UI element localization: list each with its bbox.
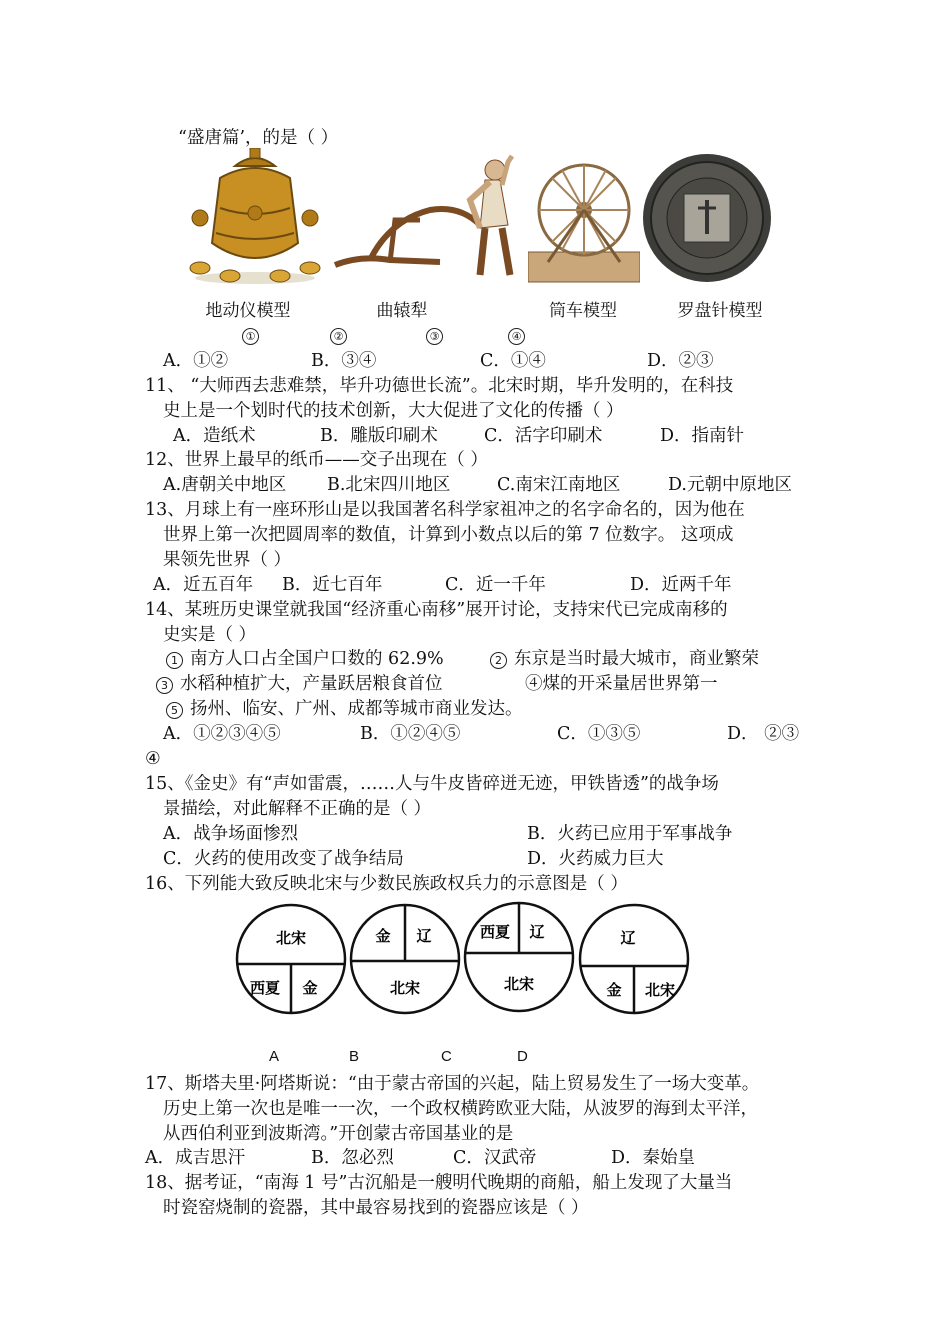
q11-option-c: C．活字印刷术 (484, 426, 603, 446)
pie-d-label-jin: 金 (606, 981, 622, 999)
q13-line1: 13、月球上有一座环形山是以我国著名科学家祖冲之的名字命名的，因为他在 (145, 500, 745, 520)
q14-item4: ④煤的开采量居世界第一 (525, 674, 718, 694)
q14-line2: 史实是（ ） (163, 625, 257, 645)
q11-option-d: D．指南针 (660, 426, 745, 446)
marker-1: ① (242, 328, 259, 345)
pie-c-label-western-xia: 西夏 (479, 923, 511, 941)
q10-stem-tail: “盛唐篇’，的是（ ） (178, 128, 339, 148)
caption-compass: 罗盘针模型 (677, 301, 763, 321)
q14-item5: 扬州、临安、广州、成都等城市商业发达。 (190, 699, 523, 719)
q12-option-b: B.北宋四川地区 (327, 475, 451, 495)
pie-a-label-northern-song: 北宋 (275, 929, 307, 947)
pie-d-label-northern-song: 北宋 (644, 981, 676, 999)
q13-option-b: B．近七百年 (282, 575, 383, 595)
q14-option-b: B．①②④⑤ (360, 724, 461, 744)
item-marker-2: 2 (490, 652, 507, 669)
pie-letter-a: A (269, 1048, 280, 1065)
water-wheel-illustration (528, 152, 640, 284)
pie-chart-b (349, 903, 461, 1015)
pie-a-label-jin: 金 (302, 979, 318, 997)
caption-plough: 曲辕犁 (376, 301, 428, 321)
q10-option-c: C．①④ (480, 351, 546, 371)
caption-seismograph: 地动仪模型 (205, 301, 291, 321)
marker-2: ② (330, 328, 347, 345)
q13-option-c: C．近一千年 (445, 575, 546, 595)
q18-line2: 时瓷窑烧制的瓷器，其中最容易找到的瓷器应该是（ ） (163, 1198, 589, 1218)
q17-line1: 17、斯塔夫里·阿塔斯说：“由于蒙古帝国的兴起，陆上贸易发生了一场大变革。 (145, 1074, 760, 1094)
q17-line3: 从西伯利亚到波斯湾。”开创蒙古帝国基业的是 (163, 1124, 514, 1144)
q15-line1: 15、《金史》有“声如雷震，……人与牛皮皆碎迸无迹，甲铁皆透”的战争场 (145, 774, 719, 794)
pie-c-label-liao: 辽 (529, 923, 545, 941)
q17-option-c: C．汉武帝 (453, 1148, 537, 1168)
q14-item1: 南方人口占全国户口数的 62.9% (190, 649, 444, 669)
q14-option-c: C．①③⑤ (557, 724, 641, 744)
q14-item3: 水稻种植扩大，产量跃居粮食首位 (180, 674, 443, 694)
pie-chart-c (463, 901, 575, 1013)
q13-line3: 果领先世界（ ） (163, 550, 292, 570)
marker-4: ④ (508, 328, 525, 345)
q13-option-a: A．近五百年 (153, 575, 254, 595)
q10-option-b: B．③④ (311, 351, 377, 371)
pie-letter-b: B (349, 1048, 360, 1065)
q15-option-c: C．火药的使用改变了战争结局 (163, 849, 404, 869)
q14-line1: 14、某班历史课堂就我国“经济重心南移”展开讨论，支持宋代已完成南移的 (145, 600, 728, 620)
q18-line1: 18、据考证，“南海 1 号”古沉船是一艘明代晚期的商船，船上发现了大量当 (145, 1173, 733, 1193)
q14-option-d-wrap: ④ (145, 749, 161, 769)
q17-option-a: A．成吉思汗 (145, 1148, 246, 1168)
q12-option-d: D.元朝中原地区 (668, 475, 792, 495)
q10-option-a: A．①② (163, 351, 229, 371)
pie-letter-d: D (517, 1048, 528, 1065)
pie-b-label-jin: 金 (375, 927, 391, 945)
pie-b-label-liao: 辽 (416, 927, 432, 945)
q15-option-d: D．火药威力巨大 (527, 849, 664, 869)
q11-line1: 11、 “大师西去悲难禁，毕升功德世长流”。北宋时期，毕升发明的，在科技 (145, 376, 734, 396)
q12-option-a: A.唐朝关中地区 (163, 475, 287, 495)
q17-option-d: D．秦始皇 (611, 1148, 696, 1168)
item-marker-3: 3 (156, 677, 173, 694)
compass-illustration (640, 152, 774, 284)
q15-line2: 景描绘，对此解释不正确的是（ ） (163, 799, 432, 819)
pie-letter-c: C (441, 1048, 452, 1065)
q14-option-a: A．①②③④⑤ (163, 724, 281, 744)
q13-line2: 世界上第一次把圆周率的数值，计算到小数点以后的第 7 位数字。 这项成 (163, 525, 734, 545)
curved-plough-illustration (330, 150, 530, 280)
marker-3: ③ (426, 328, 443, 345)
q11-option-a: A．造纸术 (173, 426, 256, 446)
q17-option-b: B．忽必烈 (311, 1148, 394, 1168)
q14-item2: 东京是当时最大城市，商业繁荣 (514, 649, 759, 669)
pie-chart-a (235, 903, 347, 1015)
seismograph-illustration (180, 148, 330, 286)
pie-b-label-northern-song: 北宋 (389, 979, 421, 997)
item-marker-5: 5 (166, 702, 183, 719)
q14-option-d: D． ②③ (727, 724, 800, 744)
q15-option-a: A．战争场面惨烈 (163, 824, 299, 844)
q16-line1: 16、下列能大致反映北宋与少数民族政权兵力的示意图是（ ） (145, 874, 628, 894)
q13-option-d: D．近两千年 (630, 575, 732, 595)
q11-option-b: B．雕版印刷术 (320, 426, 438, 446)
q17-line2: 历史上第一次也是唯一一次，一个政权横跨欧亚大陆，从波罗的海到太平洋， (163, 1099, 758, 1119)
caption-water-wheel: 筒车模型 (549, 301, 617, 321)
q12-line1: 12、世界上最早的纸币——交子出现在（ ） (145, 450, 488, 470)
q11-line2: 史上是一个划时代的技术创新，大大促进了文化的传播（ ） (163, 401, 624, 421)
q15-option-b: B．火药已应用于军事战争 (527, 824, 733, 844)
pie-chart-d (578, 903, 690, 1015)
pie-a-label-western-xia: 西夏 (249, 979, 281, 997)
item-marker-1: 1 (166, 652, 183, 669)
q12-option-c: C.南宋江南地区 (497, 475, 621, 495)
pie-d-label-liao: 辽 (620, 929, 636, 947)
pie-c-label-northern-song: 北宋 (503, 975, 535, 993)
q10-option-d: D．②③ (647, 351, 714, 371)
